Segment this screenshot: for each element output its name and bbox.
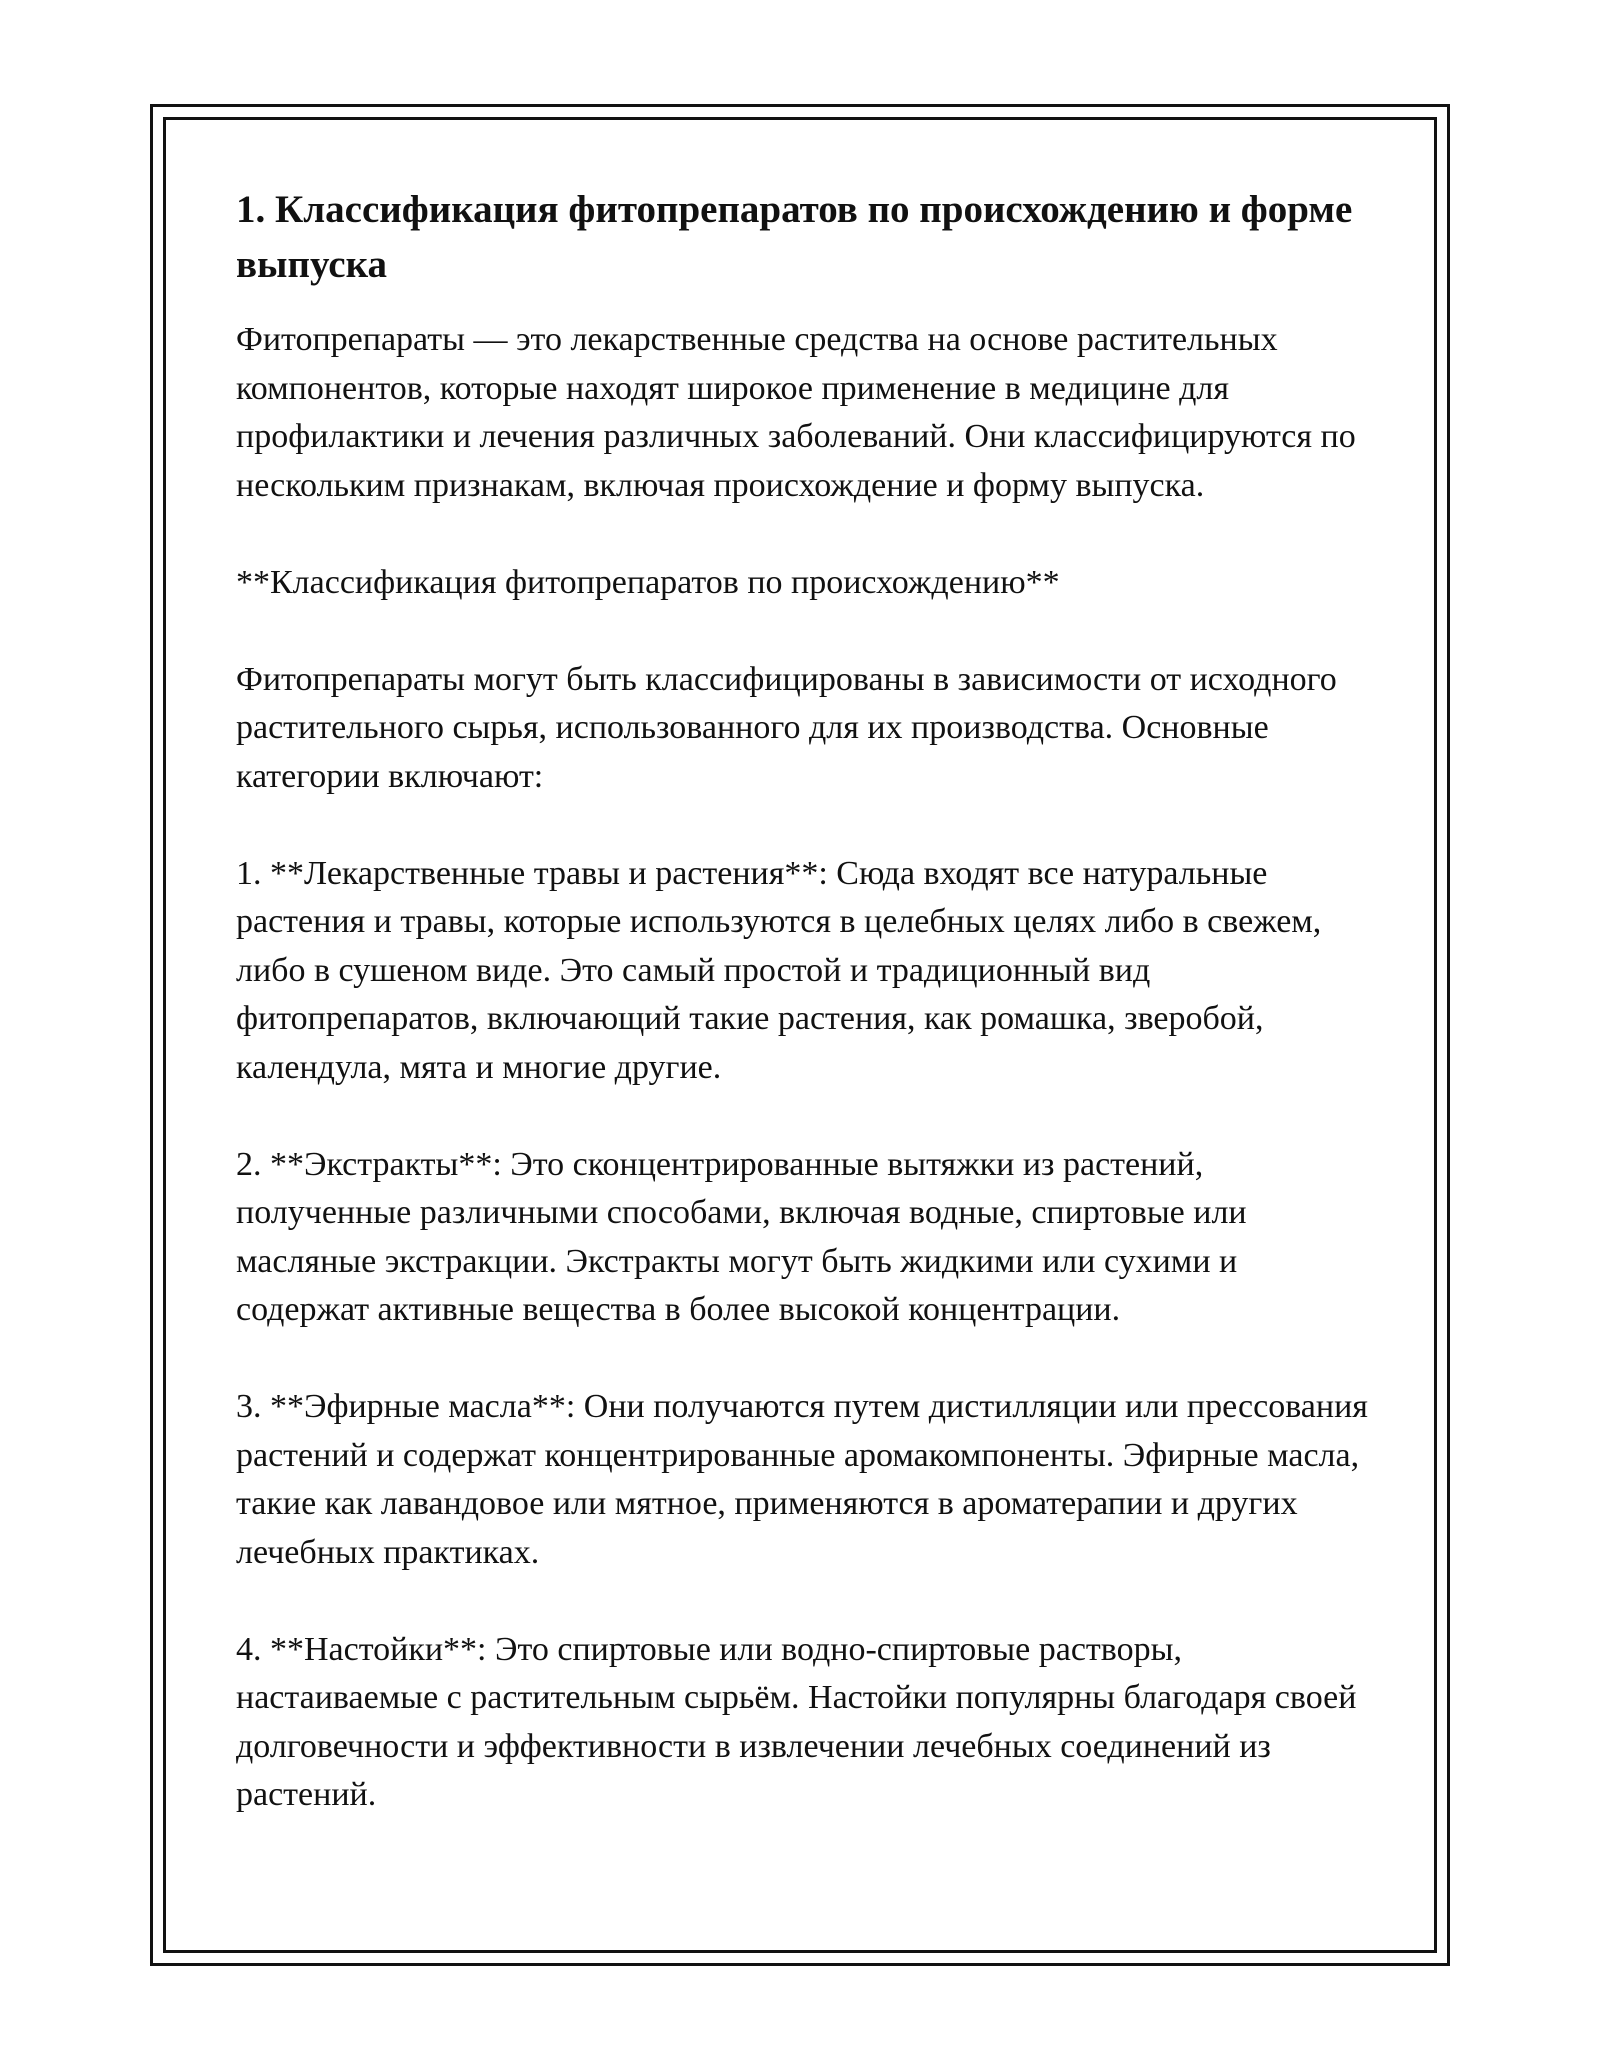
subheading-origin: **Классификация фитопрепаратов по происхождению** (236, 563, 1060, 601)
paragraph-intro: Фитопрепараты — это лекарственные средства на основе растительных компонентов, которые находят широкое применение в медицине для профилактики и лечения различных заболеваний. Они классифицируются по нескольким признакам, включая происхождение и форму выпуска. (236, 321, 1356, 504)
section-title: 1. Классификация фитопрепаратов по происхождению и форме выпуска (236, 188, 1353, 286)
paragraph-spacer (236, 1092, 1376, 1141)
list-item-herbs: 1. **Лекарственные травы и растения**: Сюда входят все натуральные растения и травы, которые используются в целебных целях либо в свежем, либо в сушеном виде. Это самый простой и традиционный вид фитопрепаратов, включающий такие растения, как ромашка, зверобой, календула, мята и многие другие. (236, 854, 1322, 1086)
paragraph-spacer (236, 510, 1376, 559)
paragraph-spacer (236, 1335, 1376, 1384)
list-item-extracts: 2. **Экстракты**: Это сконцентрированные вытяжки из растений, полученные различными способами, включая водные, спиртовые или масляные экстракции. Экстракты могут быть жидкими или сухими и содержат активные вещества в более высокой концентрации. (236, 1145, 1247, 1328)
paragraph-categories-intro: Фитопрепараты могут быть классифицированы в зависимости от исходного растительного сырья, использованного для их производства. Основные категории включают: (236, 660, 1337, 795)
list-item-essential-oils: 3. **Эфирные масла**: Они получаются путем дистилляции или прессования растений и содержат концентрированные аромакомпоненты. Эфирные масла, такие как лавандовое или мятное, применяются в ароматерапии и других лечебных практиках. (236, 1388, 1368, 1571)
document-body (236, 182, 1376, 1820)
list-item-tinctures: 4. **Настойки**: Это спиртовые или водно-спиртовые растворы, настаиваемые с растительным сырьём. Настойки популярны благодаря своей долговечности и эффективности в извлечении лечебных соединений из растений. (236, 1630, 1357, 1813)
paragraph-spacer (236, 801, 1376, 850)
paragraph-spacer (236, 1577, 1376, 1626)
paragraph-spacer (236, 607, 1376, 656)
